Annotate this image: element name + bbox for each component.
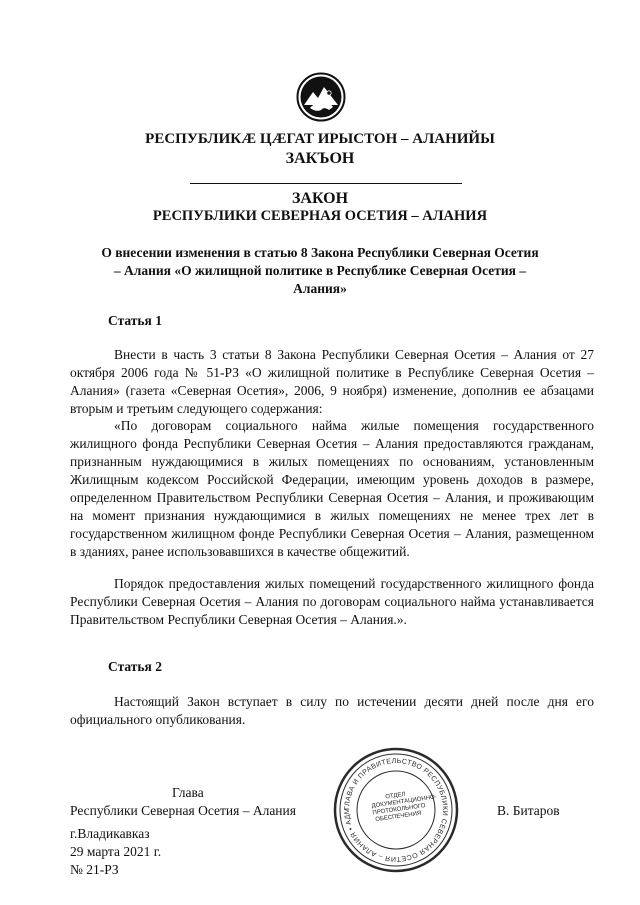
- article-1-heading: Статья 1: [108, 313, 162, 328]
- coat-of-arms-icon: [296, 72, 346, 122]
- signatory-organization: Республики Северная Осетия – Алания: [70, 803, 296, 818]
- law-number: № 21-РЗ: [70, 862, 119, 877]
- article-1-paragraph-1: Внести в часть 3 статьи 8 Закона Республики Северная Осетия – Алания от 27 октября 2006 года № 51-РЗ «О жилищной политике в Республике Северная Осетия – Алания» (газета «Северная Осетия», 2006, 9 ноября) изменение, дополнив ее абзацами вторым и третьим следующего содержания:: [70, 347, 594, 416]
- stamp-center-text: ОТДЕЛ ДОКУМЕНТАЦИОННО-ПРОТОКОЛЬНОГО ОБЕСПЕЧЕНИЯ: [371, 791, 438, 824]
- official-stamp: [332, 746, 460, 874]
- header-russian-law: ЗАКОН: [291, 190, 349, 207]
- signing-place: г.Владикавказ: [70, 826, 150, 841]
- article-2-paragraph-1: Настоящий Закон вступает в силу по истечении десяти дней после дня его официального опубликования.: [70, 694, 594, 727]
- signatory-name: В. Битаров: [497, 803, 560, 818]
- header-divider: [190, 183, 462, 184]
- signatory-title: Глава: [172, 785, 204, 800]
- article-1-paragraph-3: Порядок предоставления жилых помещений государственного жилищного фонда Республики Северная Осетия – Алания по договорам социального найма устанавливается Правительством Республики Северная Осетия – Алания.».: [70, 576, 594, 627]
- article-1-paragraph-2: «По договорам социального найма жилые помещения государственного жилищного фонда Республики Северная Осетия – Алания предоставляются гражданам, признанным нуждающимися в жилых помещениях по основаниям, установленным Жилищным кодексом Российской Федерации, имеющим уровень доходов в размере, определенном Правительством Республики Северная Осетия – Алания, и проживающим на момент признания нуждающимися в жилых помещениях не менее трех лет в государственном жилищном фонде Республики Северная Осетия – Алания, размещенном в зданиях, ранее использовавшихся в качестве общежитий.: [70, 418, 594, 559]
- stamp-ring-text: ГЛАВА И ПРАВИТЕЛЬСТВО РЕСПУБЛИКИ СЕВЕРНАЯ ОСЕТИЯ – АЛАНИЯ • АДМ: [343, 757, 449, 863]
- law-title: О внесении изменения в статью 8 Закона Республики Северная Осетия – Алания «О жилищной политике в Республике Северная Осетия – Алания»: [101, 245, 539, 296]
- article-2-heading: Статья 2: [108, 659, 162, 674]
- signing-date: 29 марта 2021 г.: [70, 844, 162, 859]
- header-russian-republic: РЕСПУБЛИКИ СЕВЕРНАЯ ОСЕТИЯ – АЛАНИЯ: [152, 208, 488, 224]
- header-ossetian-law: ЗАКЪОН: [285, 150, 355, 167]
- header-ossetian-republic: РЕСПУБЛИКӔ ЦӔГАТ ИРЫСТОН – АЛАНИЙЫ: [145, 131, 495, 147]
